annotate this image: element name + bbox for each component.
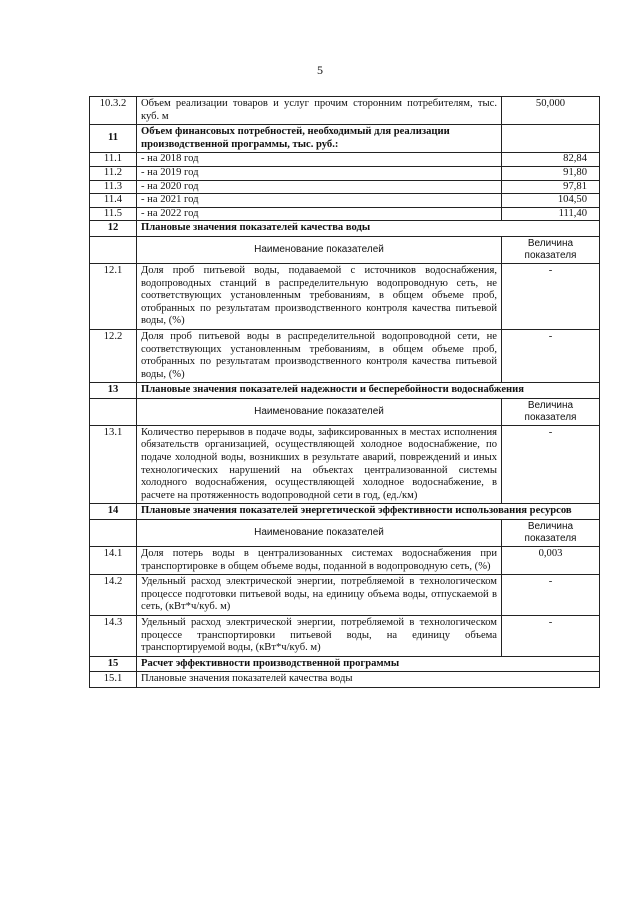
row-text: Доля проб питьевой воды, подаваемой с источников водоснабжения, водопроводных станций в распределительную водопроводную сеть, не соответствующих установленным требованиям, в общем объеме проб, отобранных по результатам производственного контроля качества питьевой воды, (%) — [137, 263, 502, 329]
header-row — [90, 398, 600, 425]
row-number: 11.1 — [90, 153, 137, 167]
table-row — [90, 616, 600, 657]
row-text: Количество перерывов в подаче воды, зафиксированных в местах исполнения обязательств организацией, осуществляющей холодное водоснабжение, по подаче холодной воды, возникших в результате аварий, повреждений и иных технологических нарушений на объектах централизованной системы холодного водоснабжения, осуществляющей холодное водоснабжение, в расчете на протяженность водопроводной сети в год, (ед./км) — [137, 425, 502, 504]
row-text: - на 2020 год — [137, 180, 502, 194]
table-row — [90, 425, 600, 504]
row-text: Плановые значения показателей качества воды — [137, 672, 600, 688]
section-title: Плановые значения показателей энергетической эффективности использования ресурсов — [137, 504, 600, 520]
table-row — [90, 672, 600, 688]
row-number: 14.1 — [90, 547, 137, 575]
row-text: - на 2021 год — [137, 194, 502, 208]
row-value: - — [502, 575, 600, 616]
table-row — [90, 153, 600, 167]
table-row — [90, 194, 600, 208]
header-name: Наименование показателей — [137, 398, 502, 425]
header-value: Величина показателя — [502, 520, 600, 547]
header-value: Величина показателя — [502, 236, 600, 263]
table-row — [90, 97, 600, 125]
table-row — [90, 166, 600, 180]
row-value: 50,000 — [502, 97, 600, 125]
program-table — [89, 96, 600, 688]
row-text: Удельный расход электрической энергии, потребляемой в технологическом процессе транспортировки питьевой воды, на единицу объема транспортируемой воды, (кВт*ч/куб. м) — [137, 616, 502, 657]
row-number: 11.4 — [90, 194, 137, 208]
header-name: Наименование показателей — [137, 236, 502, 263]
row-text: Объем реализации товаров и услуг прочим сторонним потребителям, тыс. куб. м — [137, 97, 502, 125]
table-row — [90, 221, 600, 237]
row-value: 104,50 — [502, 194, 600, 208]
row-number: 12.2 — [90, 329, 137, 382]
section-title: Плановые значения показателей надежности и бесперебойности водоснабжения — [137, 383, 600, 399]
header-empty — [90, 520, 137, 547]
row-number: 14.3 — [90, 616, 137, 657]
section-title: Плановые значения показателей качества воды — [137, 221, 600, 237]
row-number: 11.2 — [90, 166, 137, 180]
table-row — [90, 504, 600, 520]
row-text: - на 2019 год — [137, 166, 502, 180]
row-number: 10.3.2 — [90, 97, 137, 125]
header-empty — [90, 398, 137, 425]
row-number: 13.1 — [90, 425, 137, 504]
row-number: 12 — [90, 221, 137, 237]
row-number: 13 — [90, 383, 137, 399]
row-value: 82,84 — [502, 153, 600, 167]
row-text: - на 2018 год — [137, 153, 502, 167]
page-number: 5 — [317, 63, 323, 77]
table-row — [90, 207, 600, 221]
header-value: Величина показателя — [502, 398, 600, 425]
row-value — [502, 125, 600, 153]
header-name: Наименование показателей — [137, 520, 502, 547]
row-text: Удельный расход электрической энергии, потребляемой в технологическом процессе подготовки питьевой воды, на единицу объема воды, отпускаемой в сеть, (кВт*ч/куб. м) — [137, 575, 502, 616]
table-row — [90, 383, 600, 399]
table-row — [90, 656, 600, 672]
row-number: 15.1 — [90, 672, 137, 688]
header-empty — [90, 236, 137, 263]
section-title: Объем финансовых потребностей, необходимый для реализации производственной программы, тыс. руб.: — [137, 125, 502, 153]
row-number: 14.2 — [90, 575, 137, 616]
row-number: 11.5 — [90, 207, 137, 221]
row-number: 14 — [90, 504, 137, 520]
row-number: 11 — [90, 125, 137, 153]
table-row — [90, 547, 600, 575]
header-row — [90, 236, 600, 263]
table-row — [90, 263, 600, 329]
row-value: 0,003 — [502, 547, 600, 575]
row-value: - — [502, 425, 600, 504]
row-number: 15 — [90, 656, 137, 672]
row-value: 111,40 — [502, 207, 600, 221]
row-text: Доля потерь воды в централизованных системах водоснабжения при транспортировке в общем объеме воды, поданной в водопроводную сеть, (%) — [137, 547, 502, 575]
row-value: 91,80 — [502, 166, 600, 180]
row-value: - — [502, 263, 600, 329]
section-title: Расчет эффективности производственной программы — [137, 656, 600, 672]
row-value: - — [502, 616, 600, 657]
table-row — [90, 180, 600, 194]
table-row — [90, 329, 600, 382]
row-value: - — [502, 329, 600, 382]
row-text: Доля проб питьевой воды в распределительной водопроводной сети, не соответствующих установленным требованиям, в общем объеме проб, отобранных по результатам производственного контроля качества питьевой воды, (%) — [137, 329, 502, 382]
row-value: 97,81 — [502, 180, 600, 194]
row-number: 12.1 — [90, 263, 137, 329]
header-row — [90, 520, 600, 547]
table-row — [90, 125, 600, 153]
row-number: 11.3 — [90, 180, 137, 194]
row-text: - на 2022 год — [137, 207, 502, 221]
table-row — [90, 575, 600, 616]
